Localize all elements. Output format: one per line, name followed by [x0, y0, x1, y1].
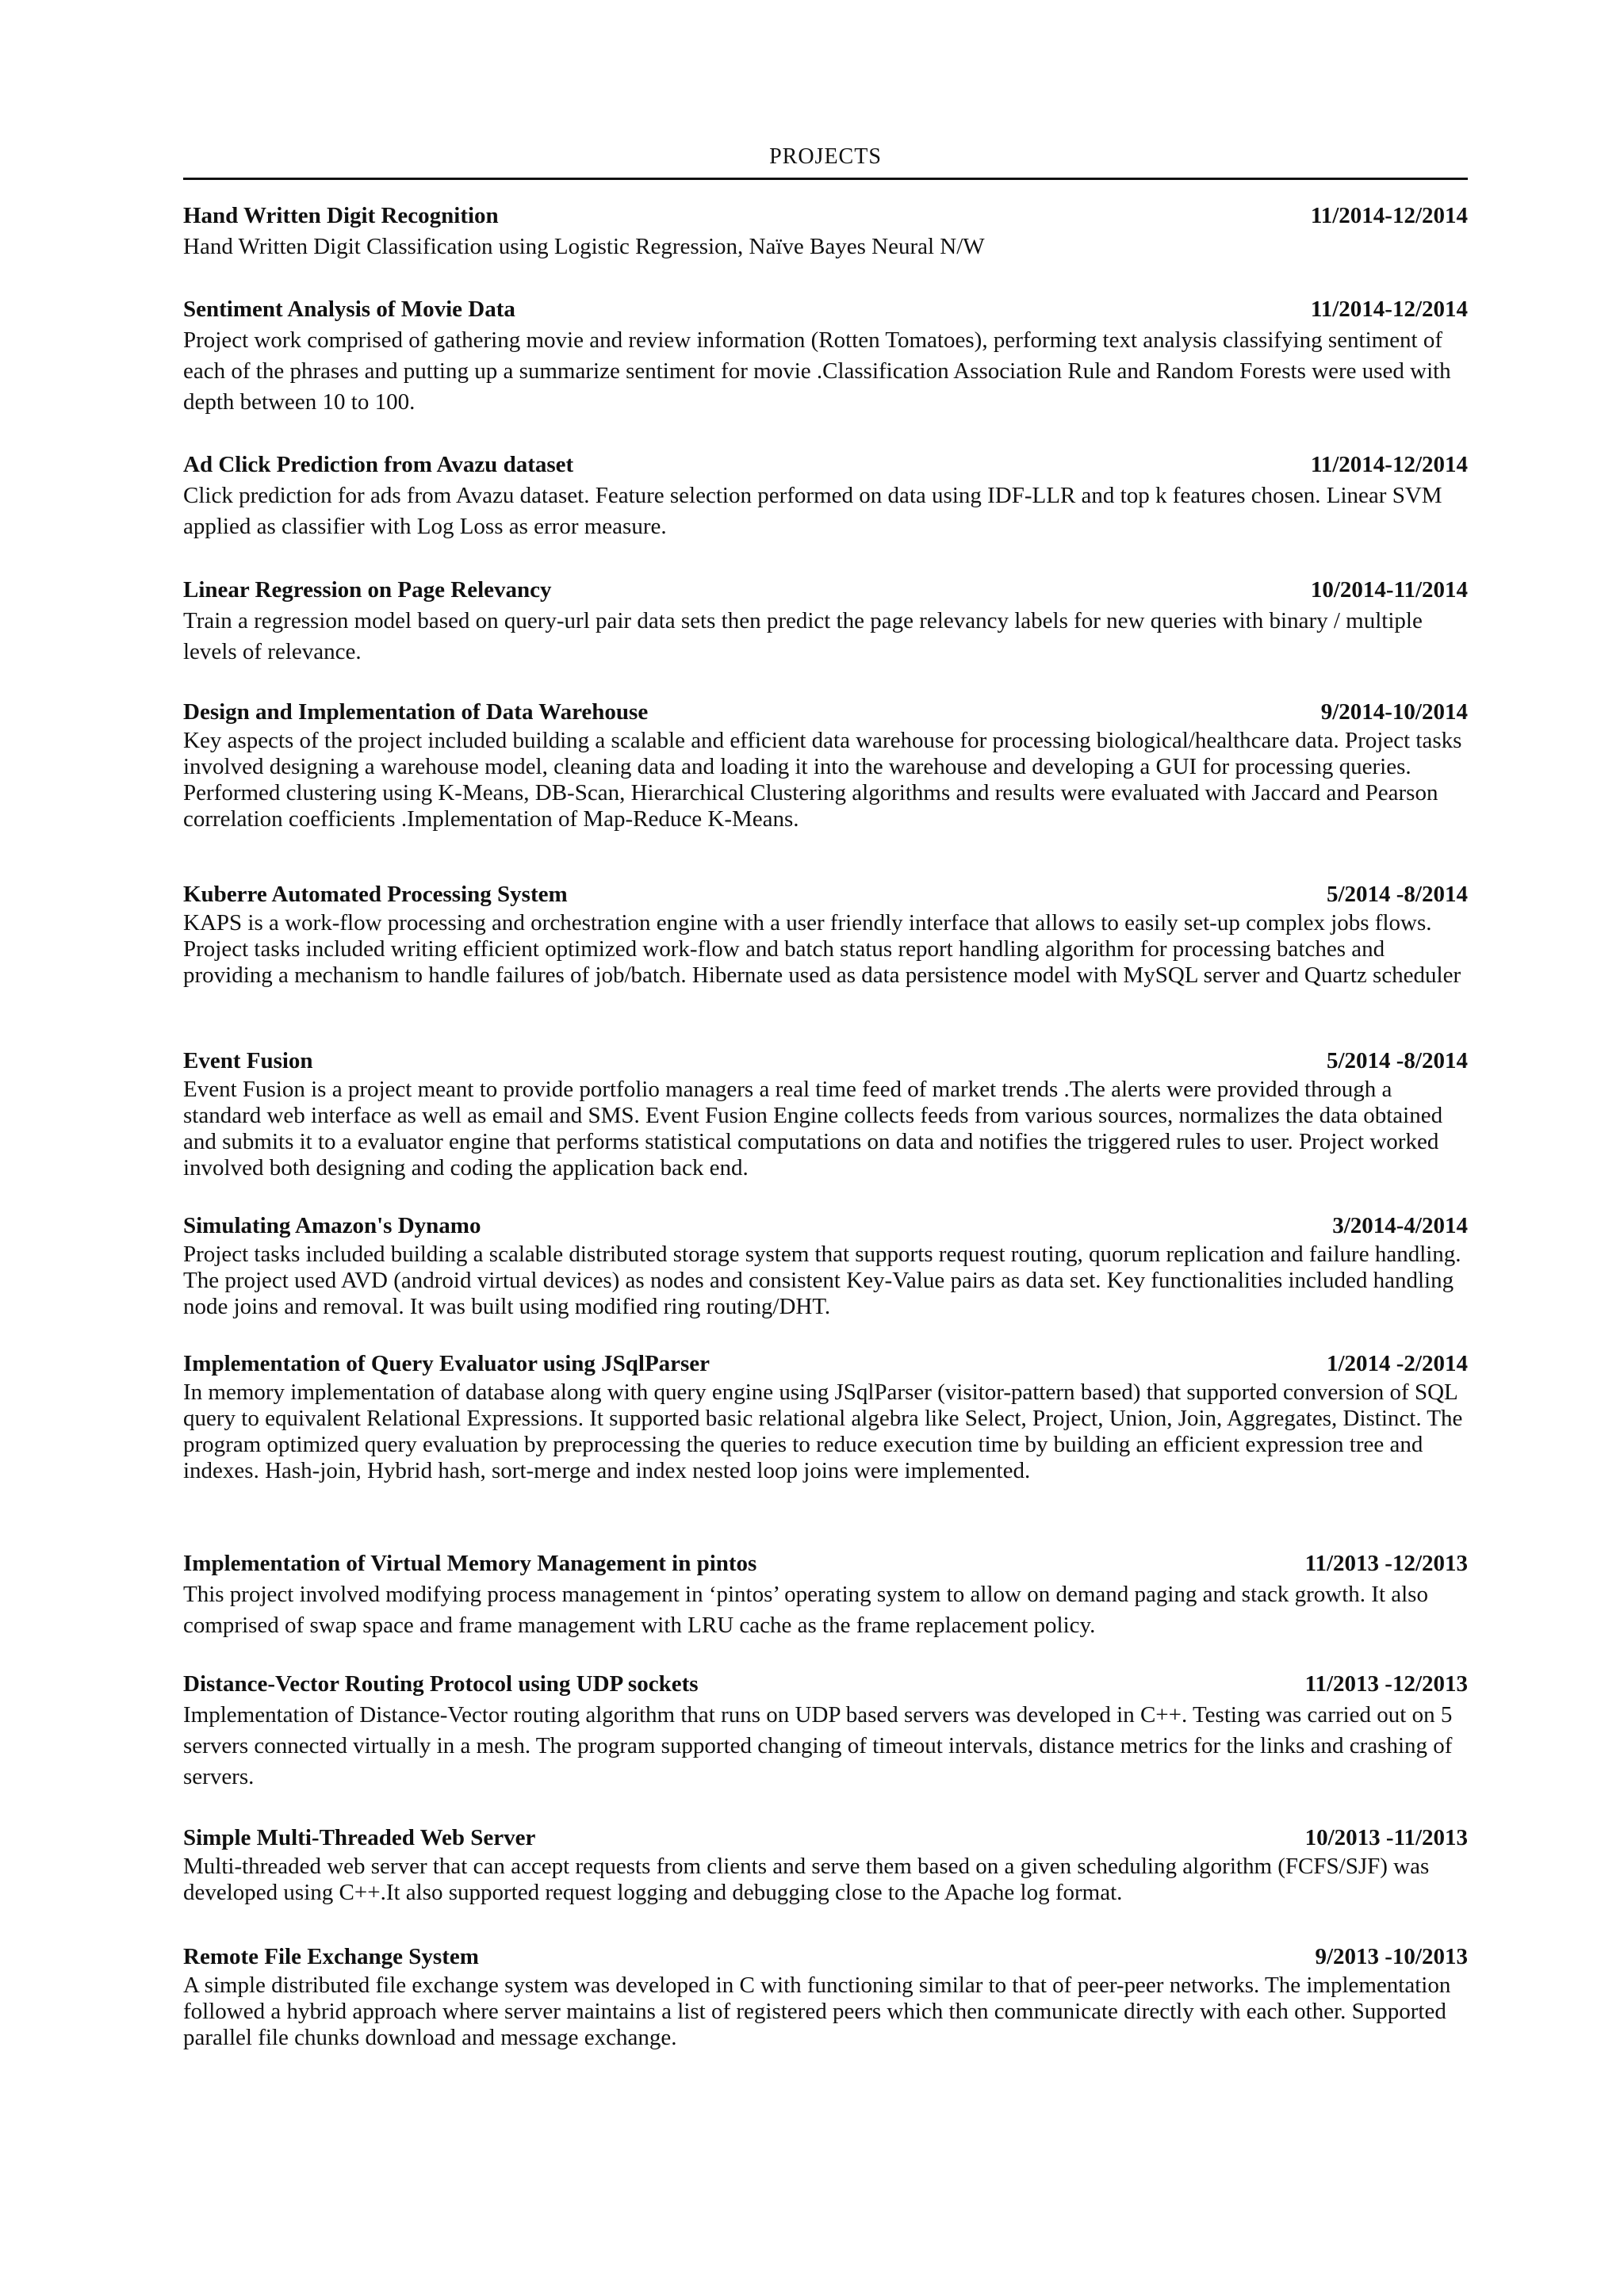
project-header	[183, 1941, 1468, 1973]
project-data-warehouse	[183, 696, 1468, 832]
project-date: 1/2014 -2/2014	[1326, 1351, 1468, 1376]
project-description: Event Fusion is a project meant to provide portfolio managers a real time feed of market trends .The alerts were provided through a standard web interface as well as email and SMS. Event Fusion Engine collects feeds from various sources, normalizes the data obtained and submits it to a evaluator engine that performs statistical computations on data and notifies the triggered rules to user. Project worked involved both designing and coding the application back end.	[183, 1077, 1443, 1181]
project-multithreaded-web-server	[183, 1822, 1468, 1906]
project-header	[183, 574, 1468, 606]
project-title: Hand Written Digit Recognition	[183, 203, 499, 228]
project-date: 9/2014-10/2014	[1320, 699, 1468, 725]
project-title: Linear Regression on Page Relevancy	[183, 577, 552, 603]
project-description: Project tasks included building a scalable distributed storage system that supports request routing, quorum replication and failure handling. The project used AVD (android virtual devices) as nodes and consistent Key-Value pairs as data set. Key functionalities included handling node joins and removal. It was built using modified ring routing/DHT.	[183, 1242, 1461, 1319]
project-title: Simple Multi-Threaded Web Server	[183, 1825, 536, 1850]
project-description: Hand Written Digit Classification using Logistic Regression, Naïve Bayes Neural N/W	[183, 234, 985, 259]
project-date: 10/2014-11/2014	[1310, 577, 1468, 603]
project-description: Click prediction for ads from Avazu dataset. Feature selection performed on data using IDF-LLR and top k features chosen. Linear SVM applied as classifier with Log Loss as error measure.	[183, 483, 1442, 539]
project-date: 5/2014 -8/2014	[1326, 1048, 1468, 1073]
project-hand-written-digit-recognition	[183, 200, 1468, 262]
project-virtual-memory-pintos	[183, 1548, 1468, 1641]
project-kuberre-automated-processing	[183, 878, 1468, 989]
project-event-fusion	[183, 1045, 1468, 1181]
project-date: 11/2014-12/2014	[1310, 203, 1468, 228]
project-date: 11/2013 -12/2013	[1304, 1671, 1468, 1697]
project-header	[183, 200, 1468, 232]
project-title: Sentiment Analysis of Movie Data	[183, 297, 515, 322]
project-date: 11/2014-12/2014	[1310, 452, 1468, 477]
project-description: Train a regression model based on query-url pair data sets then predict the page relevancy labels for new queries with binary / multiple levels of relevance.	[183, 608, 1423, 664]
project-description: This project involved modifying process management in ‘pintos’ operating system to allow on demand paging and stack growth. It also comprised of swap space and frame management with LRU cache as the frame replacement policy.	[183, 1582, 1428, 1638]
project-title: Kuberre Automated Processing System	[183, 882, 568, 907]
project-title: Implementation of Virtual Memory Management in pintos	[183, 1551, 757, 1576]
project-date: 11/2014-12/2014	[1310, 297, 1468, 322]
project-description: In memory implementation of database along with query engine using JSqlParser (visitor-pattern based) that supported conversion of SQL query to equivalent Relational Expressions. It supported basic relational algebra like Select, Project, Union, Join, Aggregates, Distinct. The program optimized query evaluation by preprocessing the queries to reduce execution time by building an efficient expression tree and indexes. Hash-join, Hybrid hash, sort-merge and index nested loop joins were implemented.	[183, 1380, 1463, 1483]
project-header	[183, 1348, 1468, 1380]
project-sentiment-analysis	[183, 293, 1468, 418]
project-header	[183, 1548, 1468, 1579]
project-linear-regression	[183, 574, 1468, 668]
project-date: 5/2014 -8/2014	[1326, 882, 1468, 907]
project-distance-vector-routing	[183, 1668, 1468, 1793]
project-header	[183, 293, 1468, 325]
project-title: Design and Implementation of Data Warehouse	[183, 699, 649, 725]
section-divider	[183, 178, 1468, 180]
project-date: 11/2013 -12/2013	[1304, 1551, 1468, 1576]
project-header	[183, 878, 1468, 910]
project-date: 10/2013 -11/2013	[1304, 1825, 1468, 1850]
project-ad-click-prediction	[183, 449, 1468, 542]
project-header	[183, 449, 1468, 480]
project-title: Distance-Vector Routing Protocol using UDP sockets	[183, 1671, 699, 1697]
project-amazon-dynamo	[183, 1210, 1468, 1320]
project-header	[183, 1210, 1468, 1242]
project-title: Ad Click Prediction from Avazu dataset	[183, 452, 574, 477]
section-title: PROJECTS	[769, 144, 882, 169]
project-description: Multi-threaded web server that can accept requests from clients and serve them based on a given scheduling algorithm (FCFS/SJF) was developed using C++.It also supported request logging and debugging close to the Apache log format.	[183, 1854, 1430, 1905]
project-title: Implementation of Query Evaluator using JSqlParser	[183, 1351, 710, 1376]
project-description: Key aspects of the project included building a scalable and efficient data warehouse for processing biological/healthcare data. Project tasks involved designing a warehouse model, cleaning data and loading it into the warehouse and developing a GUI for processing queries. Performed clustering using K-Means, DB-Scan, Hierarchical Clustering algorithms and results were evaluated with Jaccard and Pearson correlation coefficients .Implementation of Map-Reduce K-Means.	[183, 728, 1462, 832]
project-date: 9/2013 -10/2013	[1315, 1944, 1468, 1969]
project-header	[183, 1668, 1468, 1700]
project-title: Simulating Amazon's Dynamo	[183, 1213, 481, 1238]
project-description: KAPS is a work-flow processing and orchestration engine with a user friendly interface that allows to easily set-up complex jobs flows. Project tasks included writing efficient optimized work-flow and batch status report handling algorithm for processing batches and providing a mechanism to handle failures of job/batch. Hibernate used as data persistence model with MySQL server and Quartz scheduler	[183, 910, 1461, 988]
project-remote-file-exchange	[183, 1941, 1468, 2051]
project-header	[183, 1045, 1468, 1077]
project-date: 3/2014-4/2014	[1332, 1213, 1468, 1238]
project-description: Implementation of Distance-Vector routing algorithm that runs on UDP based servers was developed in C++. Testing was carried out on 5 servers connected virtually in a mesh. The program supported changing of timeout intervals, distance metrics for the links and crashing of servers.	[183, 1702, 1453, 1789]
project-query-evaluator	[183, 1348, 1468, 1484]
project-header	[183, 696, 1468, 728]
project-description: A simple distributed file exchange system was developed in C with functioning similar to that of peer-peer networks. The implementation followed a hybrid approach where server maintains a list of registered peers which then communicate directly with each other. Supported parallel file chunks download and message exchange.	[183, 1973, 1451, 2050]
project-description: Project work comprised of gathering movie and review information (Rotten Tomatoes), performing text analysis classifying sentiment of each of the phrases and putting up a summarize sentiment for movie .Classification Association Rule and Random Forests were used with depth between 10 to 100.	[183, 327, 1451, 415]
project-title: Remote File Exchange System	[183, 1944, 479, 1969]
project-header	[183, 1822, 1468, 1854]
project-title: Event Fusion	[183, 1048, 313, 1073]
